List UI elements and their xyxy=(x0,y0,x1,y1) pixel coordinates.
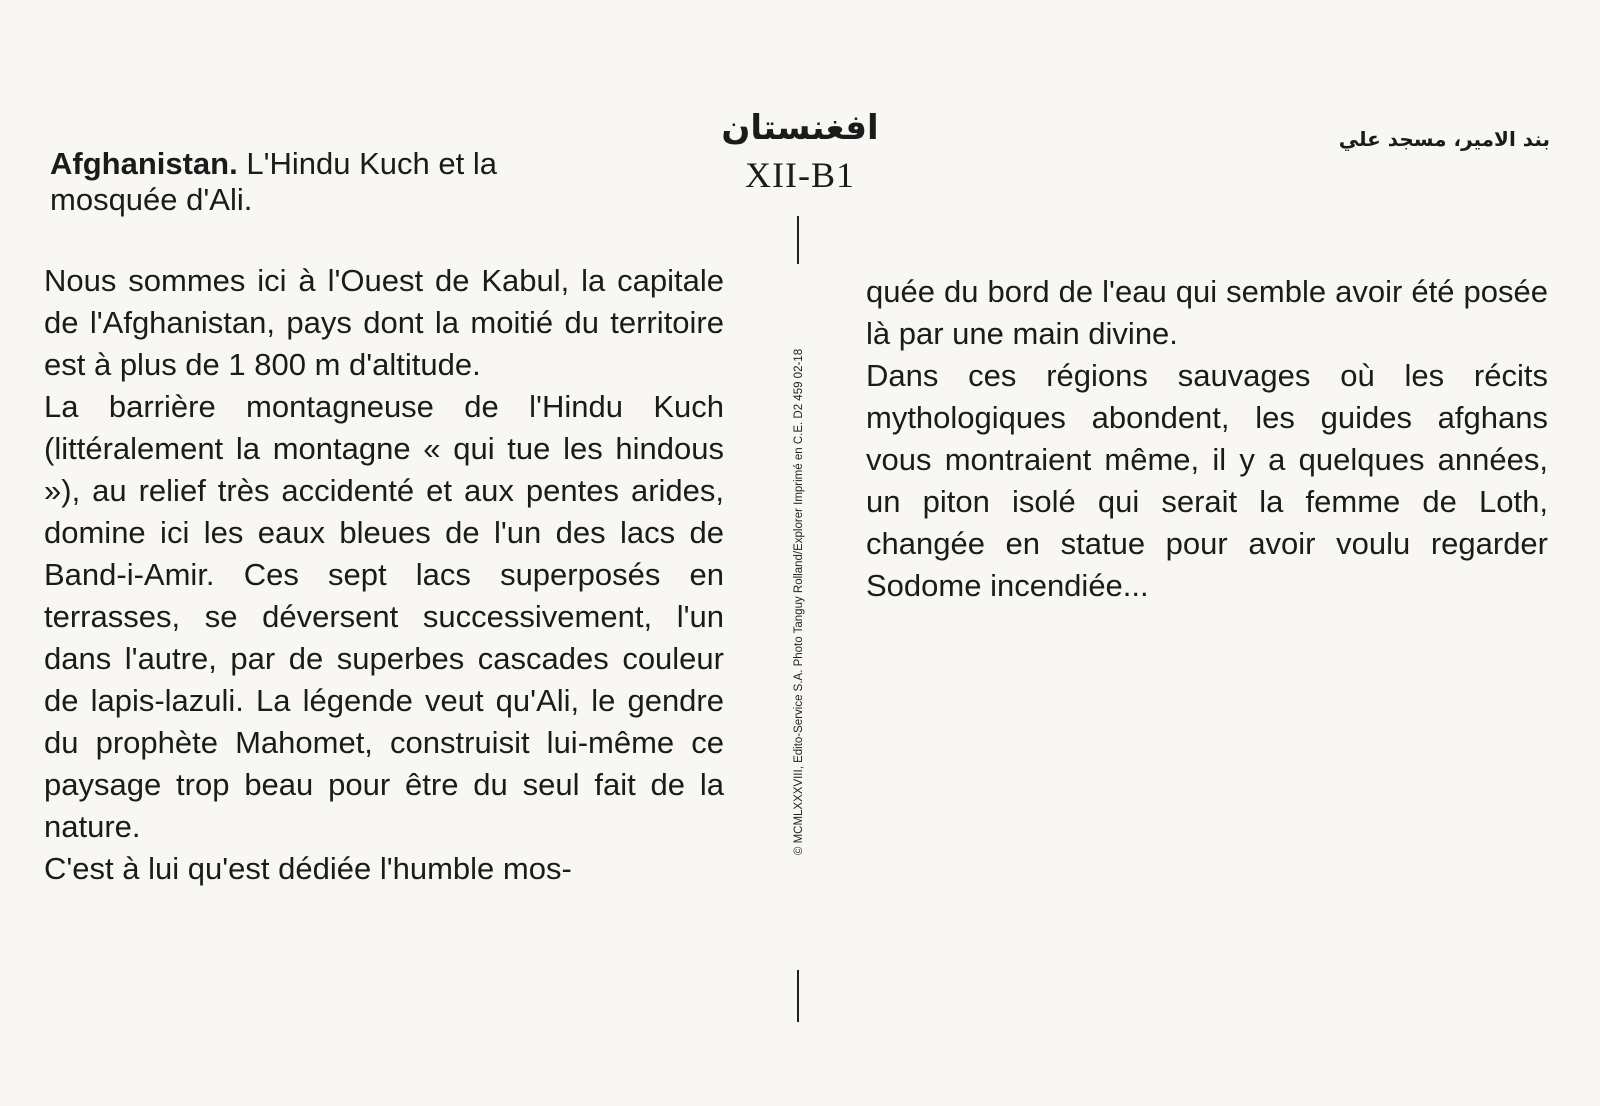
divider-line-top xyxy=(797,216,799,264)
left-paragraph-2: La barrière montagneuse de l'Hindu Kuch (littéralement la montagne « qui tue les hindous »), au relief très accidenté et aux pentes arides, domine ici les eaux bleues de l'un des lacs de Band-i-Amir. Ces sept lacs superposés en terrasses, se déversent successivement, l'un dans l'autre, par de superbes cascades couleur de lapis-lazuli. La légende veut qu'Ali, le gendre du prophète Mahomet, construisit lui-même ce paysage trop beau pour être du seul fait de la nature. xyxy=(44,389,724,844)
title-country: Afghanistan. xyxy=(50,146,238,181)
right-paragraph-2: Dans ces régions sauvages où les récits mythologiques abondent, les guides afghans vous montraient même, il y a quelques années, un piton isolé qui serait la femme de Loth, changée en statue pour avoir voulu regarder Sodome incendiée... xyxy=(866,358,1548,603)
arabic-country-name: افغنستان xyxy=(721,108,879,148)
right-paragraph-1: quée du bord de l'eau qui semble avoir été posée là par une main divine. xyxy=(866,274,1548,351)
imprint-text: © MCMLXXXVIII, Edito-Service S.A. Photo Tanguy Rolland/Explorer Imprimé en C.E. D2 459 02-18 xyxy=(793,348,805,856)
right-text-column xyxy=(866,271,1548,607)
card-code: XII-B1 xyxy=(745,155,855,195)
left-paragraph-3: C'est à lui qu'est dédiée l'humble mos- xyxy=(44,851,572,886)
left-text-column xyxy=(44,260,724,890)
title-subject: L'Hindu Kuch et la mosquée d'Ali. xyxy=(50,146,497,217)
left-paragraph-1: Nous sommes ici à l'Ouest de Kabul, la capitale de l'Afghanistan, pays dont la moitié du territoire est à plus de 1 800 m d'altitude. xyxy=(44,263,724,382)
divider-line-bottom xyxy=(797,970,799,1022)
arabic-caption: بند الامير، مسجد علي xyxy=(1338,127,1550,151)
card-title xyxy=(50,146,610,218)
imprint-line xyxy=(793,348,805,856)
